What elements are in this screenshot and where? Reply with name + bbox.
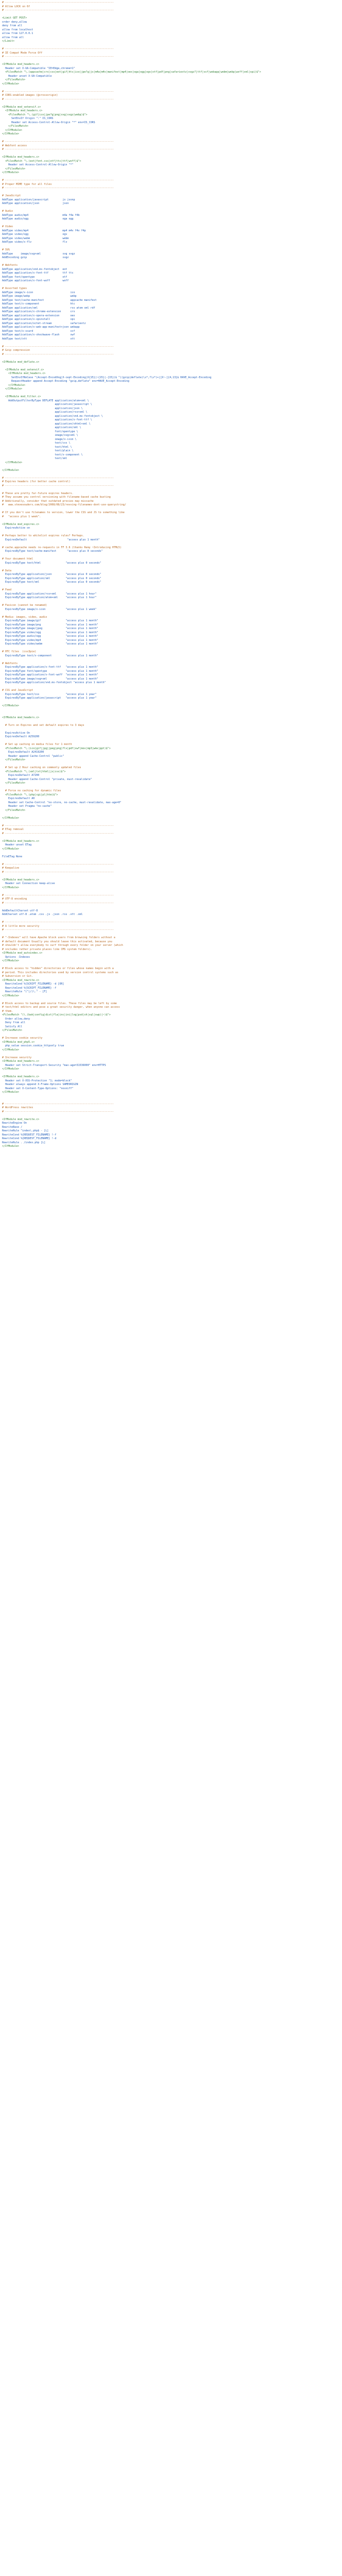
code-tag-line: </IfModule>: [2, 468, 20, 472]
code-directive-line: FileETag None: [2, 855, 23, 858]
code-directive-line: Header set X-UA-Compatible "IE=Edge,chrome=1": [2, 66, 75, 70]
code-directive-line: ExpiresDefault A0: [2, 797, 35, 800]
code-tag-line: <IfModule mod_php5.c>: [2, 1040, 35, 1044]
code-directive-line: Header append Cache-Control "public": [2, 754, 64, 758]
code-tag-line: <IfModule mod_headers.c>: [2, 839, 40, 843]
code-blank-line: [2, 1098, 342, 1103]
code-comment-line: # Webfonts: [2, 662, 18, 665]
code-directive-line: Header set Access-Control-Allow-Origin "*": [2, 163, 74, 166]
code-directive-line: ExpiresByType image/x-icon "access plus 1 week": [2, 607, 97, 611]
code-comment-line: # If you don't use filenames to version, lower the CSS and JS to something like: [2, 511, 125, 514]
code-directive-line: Satisfy All: [2, 1025, 23, 1028]
code-comment-line: # Additionally, consider that outdated proxies may miscache: [2, 499, 94, 503]
code-comment-line: # them.: [2, 1009, 13, 1013]
code-tag-line: </IfModule>: [2, 816, 20, 820]
code-directive-line: Header set Access-Control-Allow-Origin "*" env=IS_CORS: [2, 121, 95, 124]
code-directive-line: deny from all: [2, 24, 23, 27]
code-comment-line: # includes rather private places like CMS system folders).: [2, 947, 92, 951]
code-blank-line: [2, 933, 342, 937]
code-directive-line: ExpiresDefault A259200: [2, 735, 40, 738]
code-directive-line: AddType font/opentype otf: [2, 275, 67, 279]
code-comment-line: # ----------------------------------------------------------------------: [2, 476, 114, 480]
code-directive-line: AddType audio/mp4 m4a f4a f4b: [2, 213, 80, 217]
code-directive-line: AddType application/x-chrome-extension crx: [2, 310, 75, 313]
code-comment-line: # A little more security: [2, 924, 40, 928]
code-directive-line: application/xml \: [2, 426, 81, 429]
code-comment-line: # These are pretty far-future expires headers.: [2, 492, 74, 495]
code-directive-line: Deny from all: [2, 1021, 26, 1024]
code-directive-line: ExpiresByType text/x-component "access plus 1 month": [2, 654, 98, 657]
code-blank-line: [2, 685, 342, 689]
code-comment-line: # Feed: [2, 588, 12, 591]
code-comment-line: # Subversion or Git.: [2, 975, 33, 978]
code-comment-line: # ----------------------------------------------------------------------: [2, 345, 114, 348]
code-directive-line: AddEncoding gzip svgz: [2, 256, 69, 259]
code-tag-line: <IfModule mod_headers.c>: [2, 878, 40, 882]
code-directive-line: AddType text/cache-manifest appcache manifest: [2, 298, 97, 302]
code-comment-line: # ----------------------------------------------------------------------: [2, 824, 114, 827]
code-comment-line: # ----------------------------------------------------------------------: [2, 1, 114, 4]
code-comment-line: # Perhaps better to whitelist expires rules? Perhaps.: [2, 534, 84, 537]
code-directive-line: ExpiresByType application/x-font-ttf "access plus 1 month": [2, 666, 98, 669]
code-tag-line: </IfModule>: [2, 383, 26, 387]
code-blank-line: [2, 820, 342, 824]
code-comment-line: # Proper MIME type for all files: [2, 182, 52, 186]
code-directive-line: AddType text/vtt vtt: [2, 337, 75, 341]
code-tag-line: </Limit>: [2, 40, 15, 43]
code-blank-line: [2, 720, 342, 724]
code-directive-line: ExpiresByType video/mp4 "access plus 1 month": [2, 638, 98, 642]
code-tag-line: </IfModule>: [2, 886, 20, 889]
code-comment-line: # Increase security: [2, 1056, 32, 1059]
code-directive-line: SetEnvIf Origin ":" IS_CORS: [2, 117, 54, 120]
code-directive-line: ExpiresByType application/vnd.ms-fontobject "access plus 1 month": [2, 681, 106, 684]
code-tag-line: </FilesMatch>: [2, 782, 26, 785]
code-directive-line: AddType application/xml rss atom xml rdf: [2, 306, 95, 310]
code-directive-line: RequestHeader append Accept-Encoding "gzip,deflate" env=HAVE_Accept-Encoding: [2, 380, 129, 383]
code-directive-line: Header set X-XSS-Protection "1; mode=block": [2, 1079, 72, 1082]
code-tag-line: <FilesMatch "\.(php|cgi|pl|htm)$">: [2, 793, 58, 796]
code-directive-line: allow from all: [2, 36, 24, 39]
code-directive-line: AddType application/x-web-app-manifest+json webapp: [2, 326, 80, 329]
code-comment-line: # Webfont access: [2, 144, 27, 147]
code-tag-line: </FilesMatch>: [2, 125, 29, 128]
code-tag-line: <Limit GET POST>: [2, 16, 27, 20]
code-comment-line: # ----------------------------------------------------------------------: [2, 90, 114, 93]
code-comment-line: # Increase cookie security: [2, 1037, 43, 1040]
code-tag-line: <IfModule mod_expires.c>: [2, 522, 40, 526]
code-blank-line: [2, 357, 342, 361]
code-directive-line: ExpiresByType font/opentype "access plus 1 month": [2, 669, 98, 673]
code-comment-line: # Keepalive: [2, 867, 20, 870]
code-directive-line: AddType image/webp webp: [2, 295, 77, 298]
code-comment-line: # Turn on Expires and set default expires to 3 days: [2, 723, 84, 727]
code-blank-line: [2, 658, 342, 662]
code-tag-line: <FilesMatch "\.(xml|txt|html|js|css)$">: [2, 770, 66, 773]
code-directive-line: ExpiresByType application/atom+xml "access plus 1 hour": [2, 596, 97, 599]
code-blank-line: [2, 206, 342, 210]
code-directive-line: ExpiresByType image/jpeg "access plus 1 month": [2, 627, 98, 630]
code-tag-line: </IfModule>: [2, 461, 23, 464]
code-tag-line: <IfModule mod_headers.c>: [2, 1075, 40, 1078]
code-directive-line: AddType application/x-shockwave-flash swf: [2, 333, 75, 336]
code-directive-line: AddType video/x-flv flv: [2, 241, 67, 244]
code-comment-line: # Data: [2, 569, 12, 572]
code-comment-line: # Block access to "hidden" directories or files whose names begin with a: [2, 967, 114, 970]
code-directive-line: ExpiresDefault A2419200: [2, 751, 44, 754]
code-blank-line: [2, 554, 342, 558]
code-comment-line: # ----------------------------------------------------------------------: [2, 179, 114, 182]
code-tag-line: </IfModule>: [2, 128, 23, 132]
code-blank-line: [2, 222, 342, 226]
code-comment-line: # SVG: [2, 248, 10, 251]
code-comment-line: # ----------------------------------------------------------------------: [2, 928, 114, 931]
code-blank-line: [2, 905, 342, 909]
code-blank-line: [2, 86, 342, 90]
code-blank-line: [2, 245, 342, 249]
code-directive-line: ExpiresByType image/gif "access plus 1 month": [2, 619, 98, 622]
code-tag-line: </IfModule>: [2, 387, 23, 391]
code-comment-line: # ----------------------------------------------------------------------: [2, 9, 114, 12]
code-directive-line: Header set Strict-Transport-Security "max-age=31536000" env=HTTPS: [2, 1063, 106, 1067]
code-directive-line: AddOutputFilterByType DEFLATE application/atom+xml \: [2, 399, 89, 402]
code-comment-line: # ----------------------------------------------------------------------: [2, 1110, 114, 1113]
code-directive-line: application/x-font-ttf \: [2, 418, 92, 421]
code-directive-line: AddType application/octet-stream safariextz: [2, 321, 86, 325]
code-tag-line: <IfModule mod_autoindex.c>: [2, 952, 43, 955]
code-blank-line: [2, 137, 342, 141]
code-directive-line: Header set Connection keep-alive: [2, 882, 55, 885]
code-directive-line: ExpiresActive On: [2, 731, 30, 735]
code-blank-line: [2, 191, 342, 195]
code-directive-line: ExpiresByType text/html "access plus 0 seconds": [2, 561, 101, 565]
code-blank-line: [2, 1095, 342, 1099]
code-blank-line: [2, 1052, 342, 1056]
code-blank-line: [2, 59, 342, 63]
code-blank-line: [2, 600, 342, 604]
code-directive-line: AddType application/javascript js jsonp: [2, 198, 75, 201]
code-blank-line: [2, 260, 342, 264]
code-blank-line: [2, 739, 342, 743]
code-comment-line: # Gzip compression: [2, 349, 30, 352]
code-blank-line: [2, 341, 342, 345]
code-directive-line: ExpiresByType text/css "access plus 1 year": [2, 692, 97, 696]
code-blank-line: [2, 519, 342, 523]
code-blank-line: [2, 565, 342, 569]
code-tag-line: <IfModule mod_filter.c>: [2, 395, 41, 398]
code-blank-line: [2, 1033, 342, 1037]
code-directive-line: text/x-component \: [2, 453, 83, 456]
code-blank-line: [2, 874, 342, 878]
code-blank-line: [2, 44, 342, 48]
code-blank-line: [2, 851, 342, 855]
code-directive-line: ExpiresDefault A7200: [2, 774, 40, 777]
code-comment-line: # They assume you control versioning with filename-based cache busting: [2, 496, 111, 499]
code-directive-line: application/rss+xml \: [2, 411, 88, 414]
code-tag-line: <IfModule mod_deflate.c>: [2, 360, 40, 364]
code-tag-line: <FilesMatch "\.(gif|ico|jpe?g|png|svg|svgz|webp)$">: [2, 113, 88, 116]
code-directive-line: Header unset ETag: [2, 843, 32, 846]
code-directive-line: AddType application/x-font-woff woff: [2, 279, 69, 282]
code-comment-line: # cache.appcache needs re-requests in FF 3.6 (thanks Remy ~Introducing HTML5): [2, 546, 122, 549]
code-comment-line: # ----------------------------------------------------------------------: [2, 832, 114, 835]
code-comment-line: # Expires headers (for better cache control): [2, 480, 71, 483]
code-directive-line: ExpiresActive on: [2, 527, 30, 530]
code-directive-line: AddType video/ogg ogv: [2, 233, 67, 236]
code-blank-line: [2, 152, 342, 156]
code-directive-line: ExpiresByType image/png "access plus 1 month": [2, 623, 98, 626]
code-comment-line: # www.stevesouders.com/blog/2008/08/23/revving-filenames-dont-use-querystring/: [2, 503, 126, 506]
code-comment-line: # CSS and JavaScript: [2, 689, 33, 692]
code-comment-line: # ETag removal: [2, 828, 24, 831]
code-blank-line: [2, 963, 342, 968]
code-directive-line: ExpiresByType video/ogg "access plus 1 month": [2, 631, 98, 634]
code-directive-line: text/html \: [2, 445, 72, 449]
code-directive-line: AddType application/x-opera-extension oex: [2, 314, 75, 317]
code-directive-line: AddDefaultCharset utf-8: [2, 909, 38, 912]
code-tag-line: </IfModule>: [2, 82, 20, 86]
code-blank-line: [2, 836, 342, 840]
code-blank-line: [2, 1114, 342, 1118]
code-directive-line: text/plain \: [2, 449, 74, 452]
code-comment-line: # IE Compat Mode Force Off: [2, 51, 43, 55]
code-tag-line: <IfModule mod_headers.c>: [2, 156, 40, 159]
code-directive-line: SetEnvIfNoCase ^(Accept-EncodXng|X-cept-Encoding|X{15}|~{15}|-{15})$ ^((gzip|deflate)\s*,?\s*)+|[X~-]{4,13}$ HAVE_Accept-Encoding: [2, 376, 212, 379]
code-comment-line: # Video: [2, 225, 13, 228]
code-comment-line: # UTF-8 encoding: [2, 897, 27, 901]
code-tag-line: <FilesMatch "(\.(bak|config|dist|fla|inc|ini|log|psd|sh|sql|swp)|~)$">: [2, 1013, 111, 1016]
code-directive-line: Header unset X-UA-Compatible: [2, 74, 52, 78]
code-comment-line: # ----------------------------------------------------------------------: [2, 140, 114, 143]
code-directive-line: Order allow,deny: [2, 1017, 30, 1021]
code-tag-line: <IfModule mod_headers.c>: [2, 716, 40, 719]
code-comment-line: # ----------------------------------------------------------------------: [2, 921, 114, 924]
code-tag-line: </IfModule>: [2, 847, 20, 851]
code-comment-line: # Set up caching on media files for 1 month: [2, 743, 72, 746]
code-directive-line: ExpiresByType application/xml "access plus 0 seconds": [2, 577, 101, 580]
code-blank-line: [2, 1072, 342, 1076]
code-blank-line: [2, 708, 342, 713]
code-blank-line: [2, 175, 342, 179]
code-directive-line: font/opentype \: [2, 430, 78, 433]
code-comment-line: # ----------------------------------------------------------------------: [2, 97, 114, 101]
code-directive-line: AddCharset utf-8 .atom .css .js .json .rss .vtt .xml: [2, 913, 83, 916]
code-tag-line: <IfModule mod_rewrite.c>: [2, 978, 40, 982]
code-tag-line: </FilesMatch>: [2, 758, 26, 761]
code-tag-line: </IfModule>: [2, 994, 20, 997]
code-directive-line: AddType image/svg+xml svg svgz: [2, 252, 75, 256]
code-tag-line: </IfModule>: [2, 132, 20, 135]
code-comment-line: # Favicon (cannot be renamed): [2, 604, 47, 607]
code-blank-line: [2, 472, 342, 477]
code-directive-line: RewriteCond %{SCRIPT_FILENAME} -f: [2, 986, 57, 990]
code-comment-line: # "-Indexes" will have Apache block users from browsing folders without a: [2, 936, 115, 939]
code-directive-line: order deny,allow: [2, 20, 27, 24]
code-directive-line: image/x-icon \: [2, 437, 77, 441]
code-tag-line: <IfModule mod_headers.c>: [2, 109, 43, 112]
code-directive-line: ExpiresByType video/webm "access plus 1 month": [2, 642, 98, 646]
code-directive-line: RewriteCond %{SCRIPT_FILENAME} -d [OR]: [2, 982, 64, 986]
code-directive-line: AddType application/vnd.ms-fontobject eot: [2, 267, 67, 271]
code-tag-line: <IfModule mod_setenvif.c>: [2, 105, 41, 109]
code-directive-line: allow from localhost: [2, 28, 33, 31]
code-comment-line: # ----------------------------------------------------------------------: [2, 148, 114, 151]
code-directive-line: application/vnd.ms-fontobject \: [2, 414, 103, 418]
code-blank-line: [2, 13, 342, 17]
code-directive-line: RewriteRule ^index\.php$ - [L]: [2, 1129, 49, 1132]
code-directive-line: Header set Pragma "no-cache": [2, 805, 52, 808]
code-tag-line: <IfModule mod_headers.c>: [2, 372, 46, 375]
code-comment-line: # Set up 2 Hour caching on commonly updated files: [2, 766, 81, 769]
code-directive-line: AddType video/webm webm: [2, 236, 69, 240]
code-directive-line: ExpiresByType application/javascript "access plus 1 year": [2, 697, 97, 700]
code-tag-line: </IfModule>: [2, 1091, 20, 1094]
code-directive-line: RewriteRule . /index.php [L]: [2, 1141, 46, 1144]
code-directive-line: php_value session.cookie_httponly true: [2, 1044, 64, 1047]
code-comment-line: # Assorted types: [2, 287, 27, 290]
code-tag-line: <IfModule mod_headers.c>: [2, 63, 40, 66]
code-comment-line: # ----------------------------------------------------------------------: [2, 55, 114, 58]
code-comment-line: # JavaScript: [2, 194, 21, 197]
code-comment-line: # ----------------------------------------------------------------------: [2, 862, 114, 866]
code-blank-line: [2, 712, 342, 716]
code-tag-line: </IfModule>: [2, 1145, 20, 1148]
code-comment-line: # Your document html: [2, 557, 33, 561]
code-comment-line: # Force no caching for dynamic files: [2, 789, 61, 792]
code-directive-line: text/css \: [2, 442, 71, 445]
code-comment-line: # ----------------------------------------------------------------------: [2, 901, 114, 905]
code-blank-line: [2, 917, 342, 921]
code-blank-line: [2, 507, 342, 512]
code-tag-line: </IfModule>: [2, 1048, 20, 1052]
code-blank-line: [2, 762, 342, 767]
code-blank-line: [2, 890, 342, 894]
code-comment-line: # ----------------------------------------------------------------------: [2, 352, 114, 356]
code-directive-line: RewriteBase /: [2, 1125, 23, 1129]
code-blank-line: [2, 727, 342, 732]
code-tag-line: <FilesMatch "\.(appcache|crx|css|eot|gif|htc|ico|jpe?g|js|m4a|m4v|manifest|mp4|oex|oga|ogg|ogv|otf|pdf|png|safariextz|svgz?|ttf|vcf|webapp|webm|webp|woff|xml|xpi)$">: [2, 71, 261, 74]
code-comment-line: # WordPress rewrites: [2, 1106, 33, 1109]
code-directive-line: AddType video/mp4 mp4 m4v f4v f4p: [2, 229, 86, 232]
code-directive-line: text/xml: [2, 457, 67, 460]
code-comment-line: # default document Usually you should leave this activated, because you: [2, 940, 112, 943]
code-tag-line: </FilesMatch>: [2, 167, 26, 171]
code-directive-line: Options -Indexes: [2, 955, 30, 959]
code-directive-line: ExpiresDefault "access plus 1 month": [2, 538, 100, 541]
code-directive-line: ExpiresByType application/rss+xml "access plus 1 hour": [2, 592, 97, 596]
code-directive-line: RewriteRule "(^|/)\." - [F]: [2, 990, 47, 993]
code-tag-line: <IfModule mod_rewrite.c>: [2, 1117, 40, 1121]
code-comment-line: # ----------------------------------------------------------------------: [2, 1102, 114, 1106]
code-comment-line: # "access plus 1 week".: [2, 515, 41, 518]
code-comment-line: # Audio: [2, 210, 13, 213]
code-blank-line: [2, 647, 342, 651]
code-tag-line: <FilesMatch "\.(eot|font.css|otf|ttc|ttf|woff)$">: [2, 159, 81, 163]
code-directive-line: ExpiresByType application/json "access plus 0 seconds": [2, 573, 101, 576]
code-comment-line: # text/html editors and pose a great security danger, when anyone can access: [2, 1006, 120, 1009]
code-tag-line: <IfModule mod_headers.c>: [2, 1060, 40, 1063]
code-blank-line: [2, 101, 342, 106]
code-blank-line: [2, 859, 342, 863]
code-directive-line: ExpiresByType text/xml "access plus 0 seconds": [2, 581, 101, 584]
code-comment-line: # period. This includes directories used by version control systems such as: [2, 971, 118, 974]
code-blank-line: [2, 465, 342, 469]
code-directive-line: allow from 127.0.0.1: [2, 32, 33, 35]
code-tag-line: </FilesMatch>: [2, 808, 26, 812]
code-blank-line: [2, 542, 342, 546]
code-tag-line: <FilesMatch "\.(ico|gif|jpg|jpeg|png|flv|pdf|swf|mov|mp3|wmv|ppt)$">: [2, 747, 111, 750]
code-blank-line: [2, 488, 342, 492]
code-comment-line: # HTC files (css3pie): [2, 650, 37, 653]
code-directive-line: ExpiresByType text/cache-manifest "access plus 0 seconds": [2, 550, 103, 553]
code-blank-line: [2, 585, 342, 589]
code-directive-line: Header set X-Content-Type-Options: "nosniff": [2, 1087, 74, 1090]
code-directive-line: AddType text/x-component htc: [2, 302, 75, 306]
code-directive-line: AddType application/x-xpinstall xpi: [2, 318, 75, 321]
code-comment-line: # ----------------------------------------------------------------------: [2, 484, 114, 487]
code-blank-line: [2, 364, 342, 368]
code-tag-line: </IfModule>: [2, 704, 20, 707]
code-directive-line: AddType image/x-icon ico: [2, 291, 75, 294]
code-tag-line: </FilesMatch>: [2, 78, 26, 81]
code-directive-line: application/xhtml+xml \: [2, 422, 91, 426]
code-directive-line: RewriteCond %{REQUEST_FILENAME} !-f: [2, 1133, 57, 1137]
code-comment-line: # ----------------------------------------------------------------------: [2, 870, 114, 874]
code-blank-line: [2, 612, 342, 616]
code-blank-line: [2, 786, 342, 790]
code-directive-line: RewriteCond %{REQUEST_FILENAME} !-d: [2, 1137, 57, 1140]
code-blank-line: [2, 283, 342, 287]
code-comment-line: # ----------------------------------------------------------------------: [2, 893, 114, 897]
code-directive-line: application/javascript \: [2, 403, 92, 406]
code-comment-line: # CORS-enabled images (@crossorigin): [2, 94, 58, 97]
code-directive-line: Header set Cache-Control "no-store, no-cache, must-revalidate, max-age=0": [2, 801, 122, 804]
code-directive-line: image/svg+xml \: [2, 434, 78, 437]
code-directive-line: AddType application/x-font-ttf ttf ttc: [2, 272, 74, 275]
code-directive-line: ExpiresByType image/svg+xml "access plus 1 month": [2, 677, 98, 681]
code-blank-line: [2, 812, 342, 817]
code-blank-line: [2, 392, 342, 396]
code-tag-line: </IfModule>: [2, 171, 20, 174]
code-comment-line: # shouldn't allow everybody to surf through every folder on your server (which: [2, 944, 123, 947]
code-comment-line: # Allow LOCK on 6f: [2, 5, 30, 8]
code-tag-line: </FilesMatch>: [2, 1029, 23, 1032]
code-directive-line: RewriteEngine On: [2, 1122, 27, 1125]
code-comment-line: # Webfonts: [2, 264, 18, 267]
code-directive-line: AddType audio/ogg oga ogg: [2, 217, 74, 221]
code-tag-line: <IfModule mod_setenvif.c>: [2, 368, 44, 371]
code-directive-line: Header always append X-Frame-Options SAMEORIGIN: [2, 1083, 78, 1086]
code-tag-line: </IfModule>: [2, 1067, 20, 1071]
code-blank-line: [2, 998, 342, 1002]
code-blank-line: [2, 701, 342, 705]
code-directive-line: ExpiresByType application/x-font-woff "access plus 1 month": [2, 673, 98, 676]
code-tag-line: </IfModule>: [2, 959, 20, 962]
code-blank-line: [2, 531, 342, 535]
code-directive-line: application/json \: [2, 406, 83, 410]
code-comment-line: # ----------------------------------------------------------------------: [2, 47, 114, 50]
code-comment-line: # Block access to backup and source files. These files may be left by some: [2, 1002, 117, 1005]
code-directive-line: AddType application/json json: [2, 202, 69, 205]
code-directive-line: AddType text/x-vcard vcf: [2, 329, 75, 333]
code-comment-line: # ----------------------------------------------------------------------: [2, 187, 114, 190]
code-comment-line: # Media: images, video, audio: [2, 615, 47, 619]
code-directive-line: ExpiresByType audio/ogg "access plus 1 month": [2, 635, 98, 638]
code-directive-line: Header append Cache-Control "private, must-revalidate": [2, 777, 92, 781]
